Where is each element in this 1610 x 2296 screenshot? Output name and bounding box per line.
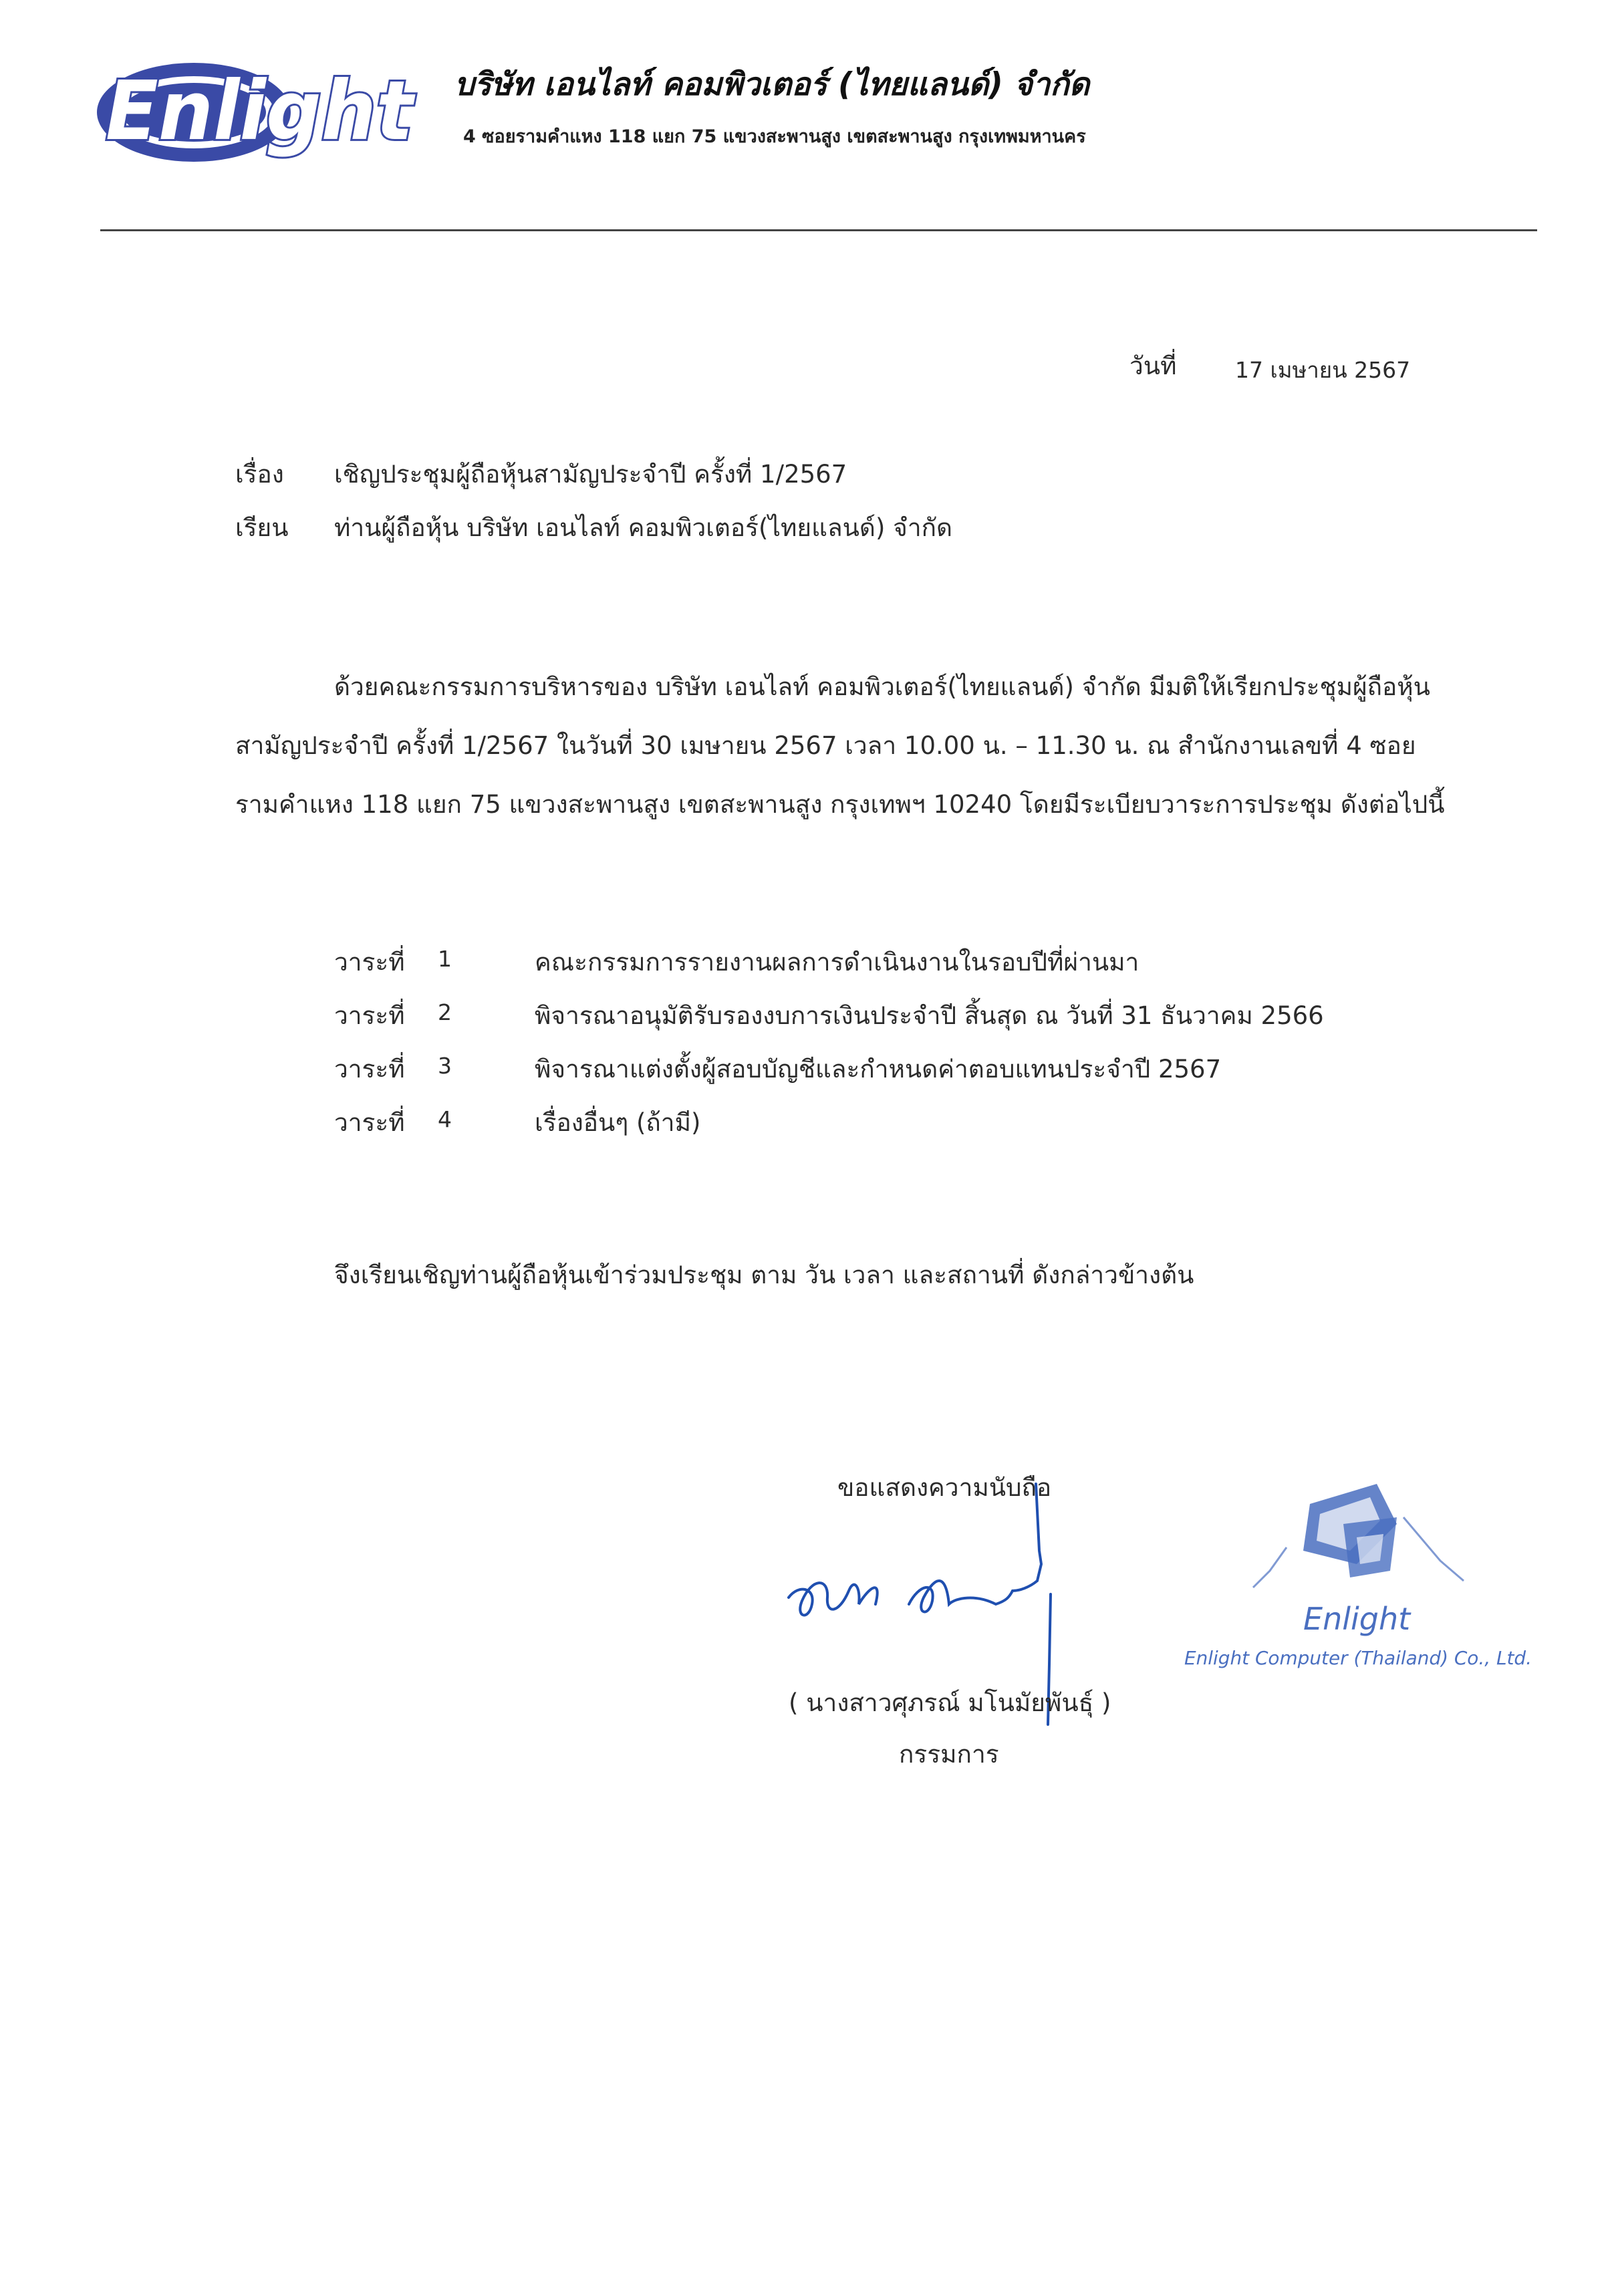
logo-text: Enlight	[106, 63, 416, 158]
subject-label: เรื่อง	[235, 460, 284, 489]
signer-name: ( นางสาวศุภรณ์ มโนมัยพันธุ์ )	[789, 1688, 1111, 1717]
agenda-label: วาระที่	[334, 1055, 405, 1083]
subject-value: เชิญประชุมผู้ถือหุ้นสามัญประจำปี ครั้งที่ 1/2567	[334, 460, 847, 489]
body-line-3: รามคำแหง 118 แยก 75 แขวงสะพานสูง เขตสะพานสูง กรุงเทพฯ 10240 โดยมีระเบียบวาระการประชุม ดังต่อไปนี้	[235, 790, 1445, 819]
closing-sentence: จึงเรียนเชิญท่านผู้ถือหุ้นเข้าร่วมประชุม ตาม วัน เวลา และสถานที่ ดังกล่าวข้างต้น	[334, 1261, 1194, 1289]
agenda-number: 4	[438, 1106, 452, 1132]
regards: ขอแสดงความนับถือ	[837, 1473, 1052, 1502]
body-line-1: ด้วยคณะกรรมการบริหารของ บริษัท เอนไลท์ คอมพิวเตอร์(ไทยแลนด์) จำกัด มีมติให้เรียกประชุมผู้ถือหุ้น	[334, 672, 1430, 701]
agenda-text: พิจารณาอนุมัติรับรองงบการเงินประจำปี สิ้นสุด ณ วันที่ 31 ธันวาคม 2566	[535, 1001, 1324, 1030]
stamp-text-logo: Enlight	[1303, 1601, 1411, 1637]
stamp-emblem-icon	[1253, 1484, 1464, 1587]
date-value: 17 เมษายน 2567	[1235, 357, 1411, 383]
agenda-label: วาระที่	[334, 1108, 405, 1137]
agenda-number: 2	[438, 999, 452, 1025]
agenda-text: พิจารณาแต่งตั้งผู้สอบบัญชีและกำหนดค่าตอบแทนประจำปี 2567	[535, 1055, 1222, 1083]
recipient-value: ท่านผู้ถือหุ้น บริษัท เอนไลท์ คอมพิวเตอร์(ไทยแลนด์) จำกัด	[334, 513, 953, 542]
stamp-text-company: Enlight Computer (Thailand) Co., Ltd.	[1184, 1647, 1532, 1669]
signer-position: กรรมการ	[899, 1740, 999, 1769]
recipient-label: เรียน	[235, 513, 289, 542]
agenda-label: วาระที่	[334, 948, 405, 977]
enlight-logo	[94, 52, 428, 169]
agenda-number: 1	[438, 946, 452, 972]
agenda-text: คณะกรรมการรายงานผลการดำเนินงานในรอบปีที่ผ่านมา	[535, 948, 1139, 977]
header-divider	[100, 229, 1537, 231]
company-stamp	[1176, 1471, 1551, 1698]
date-label: วันที่	[1129, 352, 1177, 380]
company-address: 4 ซอยรามคำแหง 118 แยก 75 แขวงสะพานสูง เขตสะพานสูง กรุงเทพมหานคร	[463, 126, 1086, 147]
agenda-text: เรื่องอื่นๆ (ถ้ามี)	[535, 1108, 701, 1137]
body-line-2: สามัญประจำปี ครั้งที่ 1/2567 ในวันที่ 30 เมษายน 2567 เวลา 10.00 น. – 11.30 น. ณ สำนักงานเลขที่ 4 ซอย	[235, 731, 1416, 760]
agenda-label: วาระที่	[334, 1001, 405, 1030]
company-name: บริษัท เอนไลท์ คอมพิวเตอร์ (ไทยแลนด์) จำกัด	[454, 66, 1090, 103]
agenda-number: 3	[438, 1053, 452, 1079]
